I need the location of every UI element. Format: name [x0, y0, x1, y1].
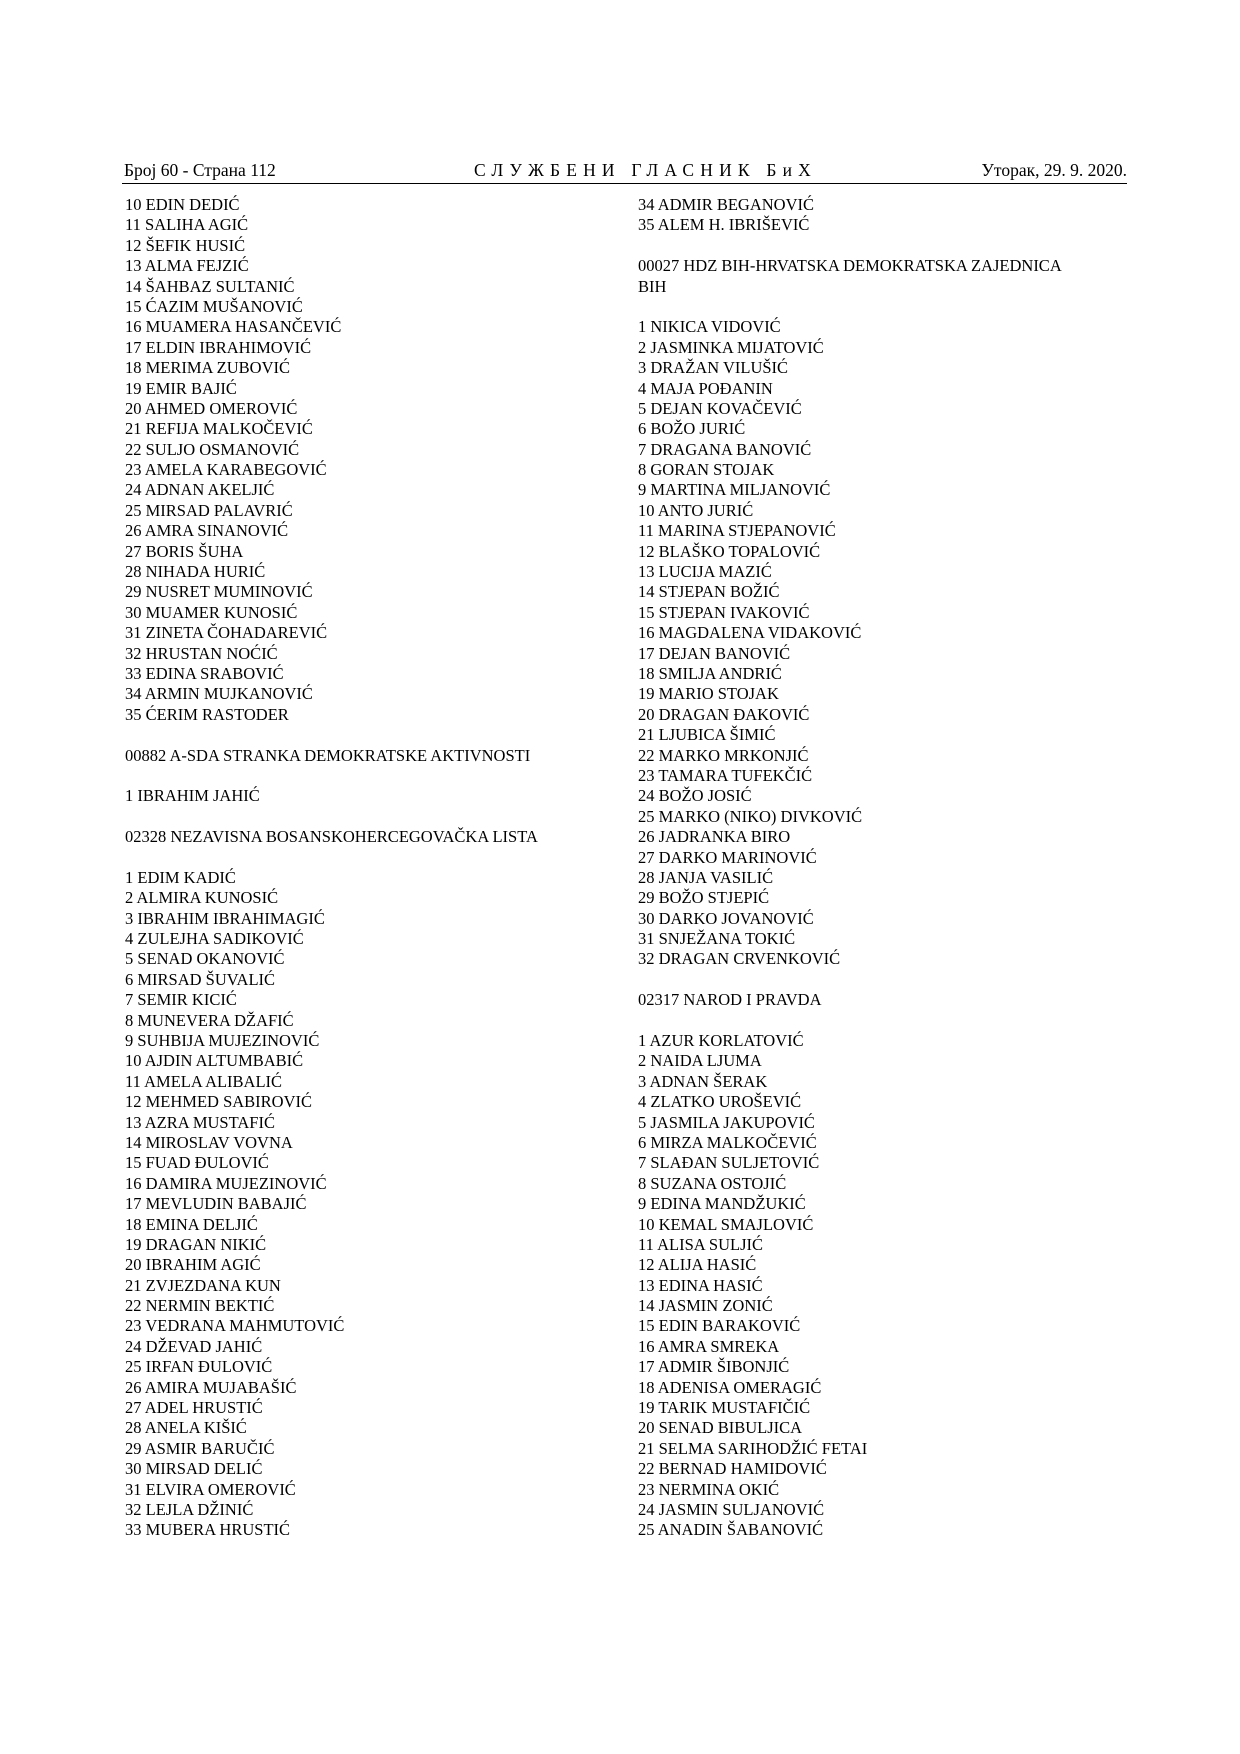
candidate-entry: 16 DAMIRA MUJEZINOVIĆ: [125, 1173, 327, 1193]
candidate-entry: 32 DRAGAN CRVENKOVIĆ: [638, 949, 841, 969]
spacer: [638, 970, 1128, 990]
candidate-entry: 31 SNJEŽANA TOKIĆ: [638, 929, 796, 949]
candidate-entry: 35 ALEM H. IBRIŠEVIĆ: [638, 215, 810, 235]
candidate-entry: 10 AJDIN ALTUMBABIĆ: [125, 1051, 304, 1071]
candidate-entry: 29 NUSRET MUMINOVIĆ: [125, 582, 313, 602]
candidate-entry: 18 MERIMA ZUBOVIĆ: [125, 358, 291, 378]
candidate-entry: 11 ALISA SULJIĆ: [638, 1234, 763, 1254]
candidate-list: [638, 195, 1128, 236]
candidate-entry: 21 SELMA SARIHODŽIĆ FETAI: [638, 1438, 868, 1458]
candidate-entry: 17 MEVLUDIN BABAJIĆ: [125, 1194, 307, 1214]
candidate-entry: 26 AMRA SINANOVIĆ: [125, 521, 289, 541]
candidate-entry: 23 TAMARA TUFEKČIĆ: [638, 765, 813, 785]
candidate-entry: 7 SLAĐAN SULJETOVIĆ: [638, 1153, 820, 1173]
candidate-entry: 30 MIRSAD DELIĆ: [125, 1459, 263, 1479]
candidate-entry: 6 MIRZA MALKOČEVIĆ: [638, 1132, 817, 1152]
candidate-entry: 28 JANJA VASILIĆ: [638, 867, 774, 887]
candidate-list: [125, 195, 625, 725]
candidate-entry: 19 EMIR BAJIĆ: [125, 378, 237, 398]
candidate-entry: 21 ZVJEZDANA KUN: [125, 1275, 281, 1295]
candidate-entry: 19 MARIO STOJAK: [638, 684, 779, 704]
candidate-entry: 10 KEMAL SMAJLOVIĆ: [638, 1214, 814, 1234]
candidate-entry: 26 JADRANKA BIRO: [638, 827, 791, 847]
party-heading: 02328 NEZAVISNA BOSANSKOHERCEGOVAČKA LISTA: [125, 827, 538, 847]
candidate-entry: 24 JASMIN SULJANOVIĆ: [638, 1500, 825, 1519]
candidate-entry: 1 NIKICA VIDOVIĆ: [638, 317, 781, 337]
spacer: [638, 297, 1128, 317]
candidate-entry: 4 ZLATKO UROŠEVIĆ: [638, 1092, 802, 1112]
candidate-entry: 9 MARTINA MILJANOVIĆ: [638, 480, 831, 500]
right-column: [638, 195, 1128, 1541]
candidate-entry: 1 IBRAHIM JAHIĆ: [125, 786, 260, 806]
header-rule: [122, 183, 1127, 184]
candidate-entry: 12 ALIJA HASIĆ: [638, 1255, 757, 1275]
candidate-entry: 10 ANTO JURIĆ: [638, 500, 754, 520]
candidate-entry: 17 ELDIN IBRAHIMOVIĆ: [125, 337, 312, 357]
candidate-entry: 11 AMELA ALIBALIĆ: [125, 1071, 283, 1091]
candidate-entry: 17 DEJAN BANOVIĆ: [638, 643, 791, 663]
spacer: [125, 807, 625, 827]
candidate-entry: 21 LJUBICA ŠIMIĆ: [638, 725, 776, 745]
candidate-entry: 15 EDIN BARAKOVIĆ: [638, 1316, 801, 1336]
candidate-entry: 18 EMINA DELJIĆ: [125, 1214, 258, 1234]
candidate-entry: 4 ZULEJHA SADIKOVIĆ: [125, 929, 304, 949]
candidate-entry: 6 MIRSAD ŠUVALIĆ: [125, 969, 276, 989]
candidate-entry: 24 ADNAN AKELJIĆ: [125, 480, 275, 500]
candidate-entry: 29 BOŽO STJEPIĆ: [638, 888, 770, 908]
candidate-entry: 6 BOŽO JURIĆ: [638, 419, 746, 439]
candidate-entry: 20 AHMED OMEROVIĆ: [125, 398, 298, 418]
candidate-entry: 1 EDIM KADIĆ: [125, 867, 236, 887]
candidate-entry: 4 MAJA POĐANIN: [638, 378, 773, 398]
candidate-entry: 3 IBRAHIM IBRAHIMAGIĆ: [125, 908, 325, 928]
issue-page-number: Број 60 - Страна 112: [124, 160, 276, 180]
candidate-entry: 20 IBRAHIM AGIĆ: [125, 1255, 261, 1275]
candidate-entry: 25 ANADIN ŠABANOVIĆ: [638, 1520, 824, 1540]
spacer: [125, 766, 625, 786]
candidate-entry: 24 BOŽO JOSIĆ: [638, 786, 752, 806]
candidate-entry: 14 JASMIN ZONIĆ: [638, 1296, 773, 1316]
candidate-entry: 31 ZINETA ČOHADAREVIĆ: [125, 623, 328, 643]
candidate-entry: 20 DRAGAN ĐAKOVIĆ: [638, 704, 810, 724]
candidate-entry: 17 ADMIR ŠIBONJIĆ: [638, 1357, 790, 1377]
candidate-entry: 13 AZRA MUSTAFIĆ: [125, 1112, 275, 1132]
candidate-entry: 32 LEJLA DŽINIĆ: [125, 1500, 254, 1519]
candidate-entry: 24 DŽEVAD JAHIĆ: [125, 1336, 263, 1356]
candidate-entry: 29 ASMIR BARUČIĆ: [125, 1438, 275, 1458]
candidate-entry: 30 DARKO JOVANOVIĆ: [638, 908, 814, 928]
spacer: [125, 725, 625, 745]
candidate-entry: 1 AZUR KORLATOVIĆ: [638, 1031, 804, 1051]
candidate-entry: 15 FUAD ĐULOVIĆ: [125, 1153, 269, 1173]
candidate-list: [125, 868, 625, 1541]
gazette-title: СЛУЖБЕНИ ГЛАСНИК БиХ: [473, 160, 818, 180]
candidate-entry: 8 SUZANA OSTOJIĆ: [638, 1173, 787, 1193]
candidate-entry: 22 MARKO MRKONJIĆ: [638, 745, 809, 765]
candidate-entry: 34 ARMIN MUJKANOVIĆ: [125, 684, 313, 704]
candidate-entry: 19 DRAGAN NIKIĆ: [125, 1234, 267, 1254]
candidate-entry: 33 EDINA SRABOVIĆ: [125, 663, 284, 683]
candidate-entry: 13 EDINA HASIĆ: [638, 1275, 763, 1295]
candidate-entry: 9 EDINA MANDŽUKIĆ: [638, 1194, 806, 1214]
candidate-entry: 12 MEHMED SABIROVIĆ: [125, 1092, 313, 1112]
candidate-entry: 5 SENAD OKANOVIĆ: [125, 949, 285, 969]
spacer: [125, 848, 625, 868]
candidate-entry: 11 MARINA STJEPANOVIĆ: [638, 521, 836, 541]
party-heading-continued: BIH: [638, 276, 667, 296]
candidate-entry: 27 DARKO MARINOVIĆ: [638, 847, 817, 867]
candidate-entry: 23 AMELA KARABEGOVIĆ: [125, 460, 327, 480]
candidate-entry: 15 STJEPAN IVAKOVIĆ: [638, 602, 810, 622]
candidate-entry: 32 HRUSTAN NOĆIĆ: [125, 643, 278, 663]
candidate-entry: 18 SMILJA ANDRIĆ: [638, 663, 782, 683]
candidate-entry: 22 BERNAD HAMIDOVIĆ: [638, 1459, 827, 1479]
candidate-entry: 28 NIHADA HURIĆ: [125, 562, 266, 582]
candidate-entry: 21 REFIJA MALKOČEVIĆ: [125, 419, 313, 439]
candidate-entry: 16 AMRA SMREKA: [638, 1336, 780, 1356]
candidate-entry: 12 BLAŠKO TOPALOVIĆ: [638, 541, 821, 561]
party-heading: 00027 HDZ BIH-HRVATSKA DEMOKRATSKA ZAJEDNICA: [638, 256, 1062, 276]
candidate-entry: 18 ADENISA OMERAGIĆ: [638, 1377, 822, 1397]
candidate-entry: 27 ADEL HRUSTIĆ: [125, 1398, 263, 1418]
candidate-entry: 26 AMIRA MUJABAŠIĆ: [125, 1377, 297, 1397]
candidate-entry: 16 MUAMERA HASANČEVIĆ: [125, 317, 342, 337]
candidate-entry: 14 STJEPAN BOŽIĆ: [638, 582, 780, 602]
candidate-entry: 15 ĆAZIM MUŠANOVIĆ: [125, 296, 303, 316]
candidate-entry: 5 DEJAN KOVAČEVIĆ: [638, 398, 802, 418]
candidate-entry: 23 NERMINA OKIĆ: [638, 1479, 780, 1499]
candidate-entry: 14 ŠAHBAZ SULTANIĆ: [125, 276, 295, 296]
candidate-entry: 22 NERMIN BEKTIĆ: [125, 1296, 275, 1316]
candidate-entry: 19 TARIK MUSTAFIČIĆ: [638, 1398, 811, 1418]
issue-date: Уторак, 29. 9. 2020.: [981, 160, 1127, 180]
candidate-entry: 23 VEDRANA MAHMUTOVIĆ: [125, 1316, 345, 1336]
candidate-entry: 22 SULJO OSMANOVIĆ: [125, 439, 300, 459]
candidate-entry: 16 MAGDALENA VIDAKOVIĆ: [638, 623, 862, 643]
candidate-entry: 25 IRFAN ĐULOVIĆ: [125, 1357, 273, 1377]
party-heading: 02317 NAROD I PRAVDA: [638, 990, 822, 1010]
candidate-list: [125, 786, 625, 806]
candidate-entry: 25 MIRSAD PALAVRIĆ: [125, 500, 293, 520]
party-heading: 00882 A-SDA STRANKA DEMOKRATSKE AKTIVNOSTI: [125, 745, 531, 765]
candidate-entry: 12 ŠEFIK HUSIĆ: [125, 235, 246, 255]
candidate-entry: 35 ĆERIM RASTODER: [125, 704, 289, 724]
candidate-entry: 8 MUNEVERA DŽAFIĆ: [125, 1010, 294, 1030]
candidate-entry: 30 MUAMER KUNOSIĆ: [125, 602, 298, 622]
spacer: [638, 236, 1128, 256]
candidate-entry: 3 ADNAN ŠERAK: [638, 1071, 768, 1091]
candidate-entry: 2 NAIDA LJUMA: [638, 1051, 762, 1071]
candidate-entry: 11 SALIHA AGIĆ: [125, 215, 249, 235]
candidate-entry: 2 JASMINKA MIJATOVIĆ: [638, 337, 824, 357]
candidate-entry: 27 BORIS ŠUHA: [125, 541, 244, 561]
candidate-entry: 14 MIROSLAV VOVNA: [125, 1132, 293, 1152]
candidate-entry: 34 ADMIR BEGANOVIĆ: [638, 195, 815, 214]
candidate-entry: 13 LUCIJA MAZIĆ: [638, 562, 772, 582]
candidate-entry: 7 SEMIR KICIĆ: [125, 990, 237, 1010]
candidate-list: [638, 1031, 1128, 1541]
candidate-entry: 33 MUBERA HRUSTIĆ: [125, 1520, 291, 1540]
candidate-entry: 28 ANELA KIŠIĆ: [125, 1418, 247, 1438]
candidate-entry: 5 JASMILA JAKUPOVIĆ: [638, 1112, 815, 1132]
candidate-entry: 13 ALMA FEJZIĆ: [125, 256, 249, 276]
page-header: [124, 158, 1127, 182]
candidate-entry: 3 DRAŽAN VILUŠIĆ: [638, 358, 789, 378]
candidate-entry: 25 MARKO (NIKO) DIVKOVIĆ: [638, 806, 863, 826]
candidate-list: [638, 317, 1128, 970]
candidate-entry: 20 SENAD BIBULJICA: [638, 1418, 803, 1438]
candidate-entry: 10 EDIN DEDIĆ: [125, 195, 240, 214]
spacer: [638, 1011, 1128, 1031]
candidate-entry: 31 ELVIRA OMEROVIĆ: [125, 1479, 296, 1499]
candidate-entry: 8 GORAN STOJAK: [638, 460, 775, 480]
candidate-entry: 7 DRAGANA BANOVIĆ: [638, 439, 812, 459]
candidate-entry: 2 ALMIRA KUNOSIĆ: [125, 888, 279, 908]
left-column: [125, 195, 625, 1541]
candidate-entry: 9 SUHBIJA MUJEZINOVIĆ: [125, 1031, 320, 1051]
